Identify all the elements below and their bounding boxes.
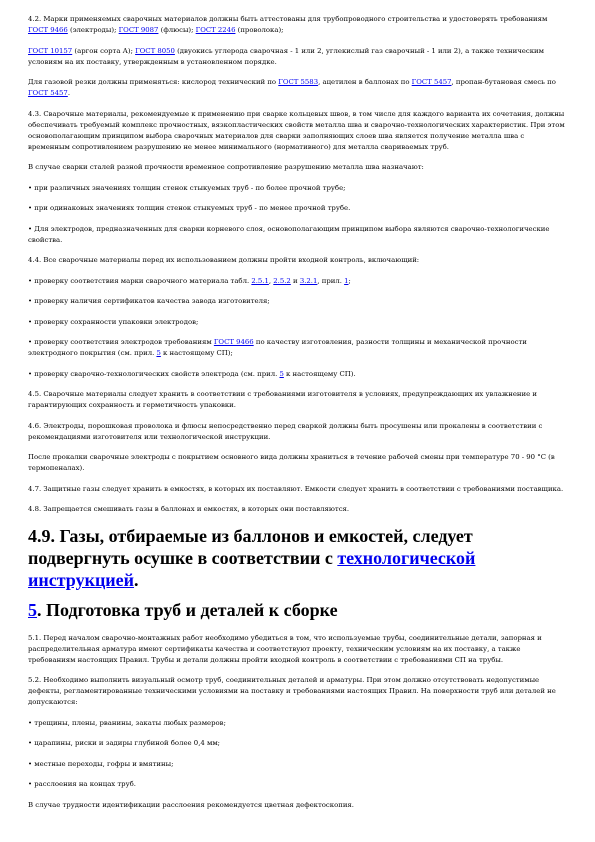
paragraph	[28, 46, 567, 68]
paragraph-text: 4.4. Все сварочные материалы перед их использованием должны пройти входной контроль, включающий:	[28, 256, 420, 264]
paragraph-text: 5.2. Необходимо выполнить визуальный осмотр труб, соединительных деталей и арматуры. При этом должно отсутствовать недопустимые дефекты, регламентированные техническими условиями на поставку и требованиями настоящих Правил. На поверхности труб или деталей не допускаются:	[28, 676, 556, 706]
reference-link[interactable]: ГОСТ 9087	[118, 26, 159, 34]
paragraph-text: Для газовой резки должны применяться: кислород технический по	[28, 78, 279, 86]
section-5-title: . Подготовка труб и деталей к сборке	[37, 599, 338, 620]
heading-4-9	[28, 525, 567, 591]
reference-link[interactable]: 3.2.1	[299, 276, 318, 285]
paragraph	[28, 504, 567, 515]
paragraph	[28, 296, 567, 307]
paragraph	[28, 452, 567, 474]
heading-4-9-link[interactable]: технологической инструкцией	[28, 547, 476, 590]
paragraph-text: • проверку сварочно-технологических свойств электрода (см. прил.	[28, 369, 280, 378]
paragraph-text: 5.1. Перед началом сварочно-монтажных работ необходимо убедиться в том, что используемые трубы, соединительные детали, запорная и распределительная арматура имеют сертификаты качества и соответствуют проекту, техническим условиям на их поставку, а также требованиям настоящих Правил. Трубы и детали должны пройти входной контроль в соответствии с требованиями СП на трубы.	[28, 633, 542, 664]
paragraph	[28, 759, 567, 770]
paragraph-text: 4.3. Сварочные материалы, рекомендуемые к применению при сварке кольцевых швов, в том числе для каждого варианта их сочетания, должны обеспечивать требуемый комплекс прочностных, вязкопластических свойств металла шва и сварочно-технологических характеристик. При этом основополагающим принципом выбора сварочных материалов для сварки заполняющих слоев шва является получение металла шва с временным сопротивлением разрушению не менее минимального (нормативного) для металла свариваемых труб.	[28, 109, 565, 151]
paragraph-text: 4.8. Запрещается смешивать газы в баллонах и емкостях, в которых они поставляются.	[28, 505, 350, 513]
paragraph-text: 4.7. Защитные газы следует хранить в емкостях, в которых их поставляют. Емкости следует хранить в соответствии с требованиями поставщика.	[28, 484, 564, 493]
paragraph-text: 4.2. Марки применяемых сварочных материалов должны быть аттестованы для трубопроводного строительства и удостоверять требованиям	[28, 15, 548, 23]
paragraph	[28, 389, 567, 411]
reference-link[interactable]: ГОСТ 9466	[213, 338, 254, 346]
reference-link[interactable]: 2.5.1	[251, 276, 269, 285]
paragraph-text: по качеству изготовления, разности толщины и механической прочности электродного покрытия (см. прил.	[28, 338, 527, 357]
paragraph	[28, 484, 567, 495]
section-4-body	[28, 14, 567, 515]
paragraph-text: • местные переходы, гофры и вмятины;	[28, 759, 174, 768]
paragraph	[28, 738, 567, 749]
paragraph-text: (аргон сорта А);	[72, 46, 136, 55]
paragraph	[28, 718, 567, 729]
paragraph	[28, 183, 567, 194]
paragraph-text: (флюсы);	[158, 26, 196, 34]
reference-link[interactable]: 1	[344, 276, 349, 285]
paragraph	[28, 633, 567, 666]
paragraph-text: (электроды);	[67, 26, 119, 34]
paragraph-text: В случае сварки сталей разной прочности временное сопротивление разрушению металла шва назначают:	[28, 163, 424, 171]
paragraph	[28, 77, 567, 99]
paragraph-text: , ацетилен в баллонах по	[318, 78, 412, 86]
reference-link[interactable]: ГОСТ 2246	[195, 26, 236, 34]
paragraph-text: .	[67, 89, 71, 97]
reference-link[interactable]: 5	[156, 349, 161, 357]
paragraph-text: В случае трудности идентификации расслоения рекомендуется цветная дефектоскопия.	[28, 800, 354, 809]
paragraph-text: • при одинаковых значениях толщин стенок стыкуемых труб - по менее прочной трубе.	[28, 204, 351, 212]
paragraph	[28, 203, 567, 214]
paragraph-text: (проволока);	[235, 26, 284, 34]
paragraph	[28, 675, 567, 708]
paragraph-text: • проверку соответствия марки сварочного материала табл.	[28, 276, 252, 285]
paragraph-text: • трещины, плены, рванины, закаты любых размеров;	[28, 718, 226, 727]
reference-link[interactable]: 2.5.2	[273, 276, 291, 285]
reference-link[interactable]: ГОСТ 5583	[278, 78, 319, 86]
reference-link[interactable]: 5	[279, 369, 284, 378]
paragraph-text: • проверку соответствия электродов требованиям	[28, 338, 214, 346]
reference-link[interactable]: ГОСТ 10157	[28, 46, 73, 55]
heading-section-5	[28, 599, 567, 621]
paragraph-text: ,	[268, 276, 274, 285]
paragraph-text: , пропан-бутановая смесь по	[451, 78, 556, 86]
reference-link[interactable]: ГОСТ 8050	[135, 46, 175, 55]
paragraph-text: к настоящему СП);	[160, 349, 233, 357]
paragraph-text: • Для электродов, предназначенных для сварки корневого слоя, основополагающим принципом выбора являются сварочно-технологические свойства.	[28, 224, 550, 244]
paragraph-text: После прокалки сварочные электроды с покрытием основного вида должны храниться в течение рабочей смены при температуре 70 - 90 °С (в термопеналах).	[28, 453, 555, 472]
paragraph-text: , прил.	[317, 276, 345, 285]
paragraph-text: и	[290, 276, 300, 285]
paragraph	[28, 369, 567, 380]
paragraph-text: • при различных значениях толщин стенок стыкуемых труб - по более прочной трубе;	[28, 183, 346, 192]
reference-link[interactable]: ГОСТ 5457	[28, 89, 68, 97]
paragraph	[28, 800, 567, 811]
paragraph-text: • проверку наличия сертификатов качества завода изготовителя;	[28, 297, 270, 305]
paragraph	[28, 421, 567, 443]
paragraph	[28, 162, 567, 173]
paragraph-text: (двуокись углерода сварочная - 1 или 2, углекислый газ сварочный - 1 или 2), а также техническим условиям на их поставку, утвержденным в установленном порядке.	[28, 46, 544, 66]
paragraph-text: 4.6. Электроды, порошковая проволока и флюсы непосредственно перед сваркой должны быть просушены или прокалены в соответствии с рекомендациями изготовителя или технологической инструкции.	[28, 421, 543, 441]
paragraph	[28, 14, 567, 36]
paragraph	[28, 109, 567, 153]
heading-4-9-tail: .	[134, 569, 139, 590]
paragraph	[28, 224, 567, 246]
paragraph-text: • проверку сохранности упаковки электродов;	[28, 317, 199, 326]
paragraph	[28, 337, 567, 359]
section-5-number-link[interactable]: 5	[28, 599, 37, 620]
paragraph	[28, 255, 567, 266]
paragraph-text: к настоящему СП).	[283, 369, 356, 378]
reference-link[interactable]: ГОСТ 5457	[411, 78, 452, 86]
paragraph	[28, 317, 567, 328]
paragraph-text: • царапины, риски и задиры глубиной более 0,4 мм;	[28, 739, 220, 747]
heading-4-9-text: 4.9. Газы, отбираемые из баллонов и емкостей, следует подвергнуть осушке в соответствии с	[28, 525, 473, 568]
paragraph	[28, 779, 567, 790]
paragraph-text: • расслоения на концах труб.	[28, 780, 136, 788]
paragraph-text: ;	[348, 276, 351, 285]
paragraph	[28, 276, 567, 287]
section-5-body	[28, 633, 567, 811]
reference-link[interactable]: ГОСТ 9466	[28, 26, 68, 34]
paragraph-text: 4.5. Сварочные материалы следует хранить в соответствии с требованиями изготовителя в условиях, предупреждающих их увлажнение и гарантирующих сохранность и герметичность упаковки.	[28, 390, 537, 409]
